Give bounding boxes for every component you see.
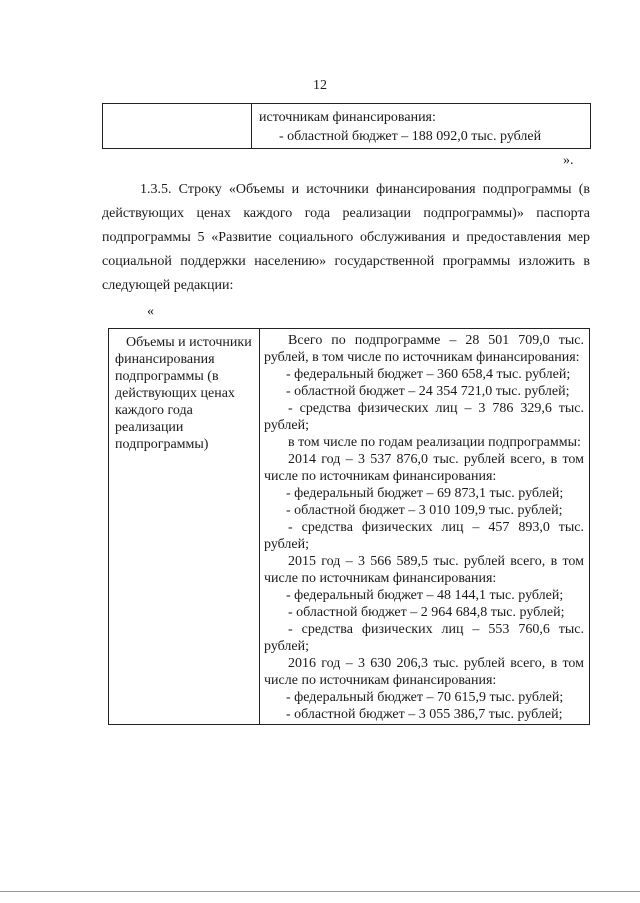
year-2015-total: 2015 год – 3 566 589,5 тыс. рублей всего, в том числе по источникам финансирования: bbox=[264, 554, 584, 586]
funding-table-label: Объемы и источники финансирования подпрограммы (в действующих ценах каждого года реализации подпрограммы) bbox=[115, 335, 252, 452]
continued-line-sources: источникам финансирования: bbox=[259, 110, 436, 125]
continued-table-text-cell bbox=[252, 104, 591, 149]
amendment-paragraph bbox=[102, 178, 590, 298]
by-years-heading: в том числе по годам реализации подпрограммы: bbox=[288, 435, 581, 450]
funding-table-content-cell bbox=[260, 329, 590, 725]
year-2015-regional-budget: - областной бюджет – 2 964 684,8 тыс. рублей; bbox=[288, 605, 565, 620]
amendment-paragraph-text: 1.3.5. Строку «Объемы и источники финансирования подпрограммы (в действующих ценах каждого года реализации подпрограммы)» паспорта подпрограммы 5 «Развитие социального обслуживания и предоставления мер социальной поддержки населению» государственной программы изложить в следующей редакции: bbox=[102, 182, 590, 293]
funding-table-label-cell bbox=[109, 329, 260, 725]
continued-table bbox=[102, 103, 591, 149]
year-2015-individual-funds: - средства физических лиц – 553 760,6 тыс. рублей; bbox=[264, 622, 584, 654]
year-2015-federal-budget: - федеральный бюджет – 48 144,1 тыс. рублей; bbox=[286, 588, 564, 603]
year-2016-regional-budget: - областной бюджет – 3 055 386,7 тыс. рублей; bbox=[286, 707, 563, 722]
total-regional-budget: - областной бюджет – 24 354 721,0 тыс. рублей; bbox=[286, 384, 570, 399]
year-2016-federal-budget: - федеральный бюджет – 70 615,9 тыс. рублей; bbox=[286, 690, 564, 705]
year-2014-regional-budget: - областной бюджет – 3 010 109,9 тыс. рублей; bbox=[286, 503, 563, 518]
page-bottom-rule bbox=[0, 891, 640, 892]
total-individual-funds: - средства физических лиц – 3 786 329,6 тыс. рублей; bbox=[264, 401, 584, 433]
total-funding: Всего по подпрограмме – 28 501 709,0 тыс. рублей, в том числе по источникам финансирования: bbox=[264, 333, 584, 365]
opening-quote: « bbox=[147, 304, 154, 319]
closing-quote: ». bbox=[563, 153, 574, 168]
year-2014-individual-funds: - средства физических лиц – 457 893,0 тыс. рублей; bbox=[264, 520, 584, 552]
year-2016-total: 2016 год – 3 630 206,3 тыс. рублей всего, в том числе по источникам финансирования: bbox=[264, 656, 584, 688]
continued-line-regional-budget: - областной бюджет – 188 092,0 тыс. рублей bbox=[279, 129, 542, 144]
year-2014-federal-budget: - федеральный бюджет – 69 873,1 тыс. рублей; bbox=[286, 486, 564, 501]
total-federal-budget: - федеральный бюджет – 360 658,4 тыс. рублей; bbox=[286, 367, 571, 382]
year-2014-total: 2014 год – 3 537 876,0 тыс. рублей всего, в том числе по источникам финансирования: bbox=[264, 452, 584, 484]
continued-table-empty-cell bbox=[103, 104, 252, 149]
funding-table bbox=[108, 328, 590, 725]
page-number: 12 bbox=[313, 78, 327, 93]
